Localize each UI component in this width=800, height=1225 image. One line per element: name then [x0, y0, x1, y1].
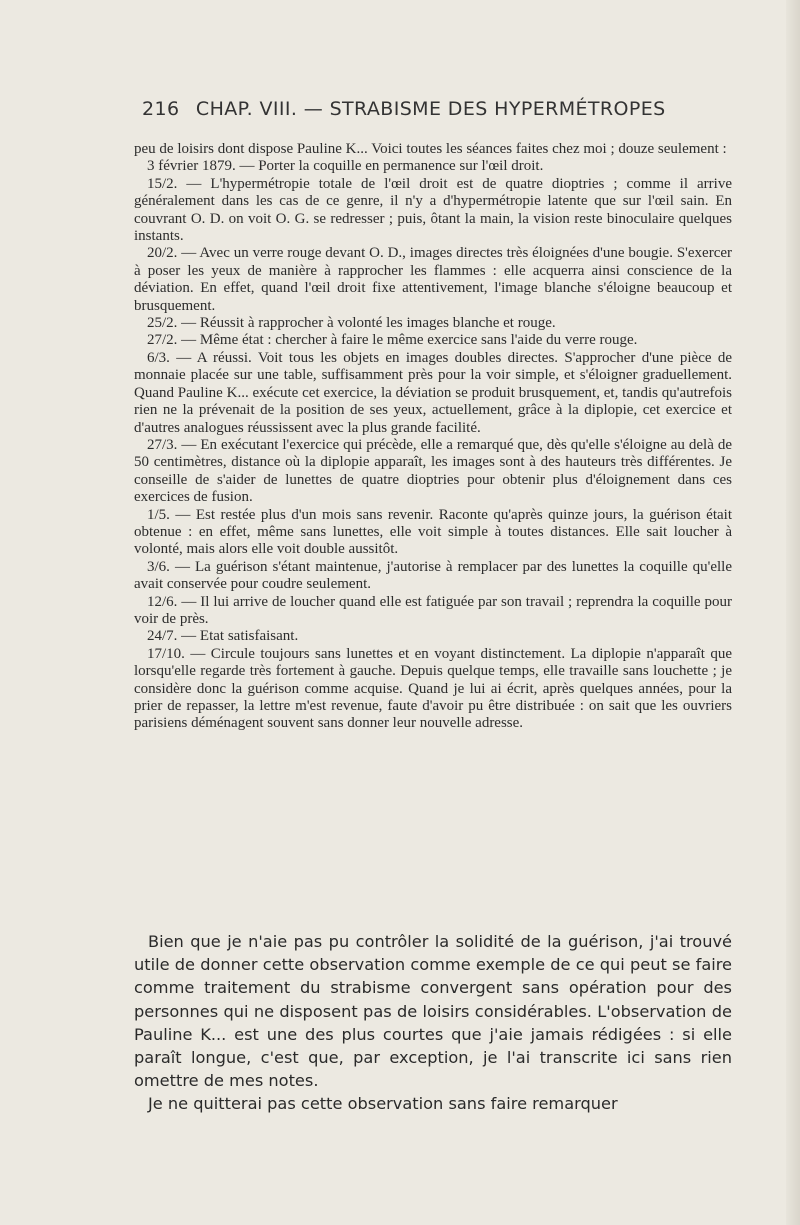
observation-paragraph: 25/2. — Réussit à rapprocher à volonté les images blanche et rouge. [147, 315, 556, 332]
observation-paragraph: 1/5. — Est restée plus d'un mois sans revenir. Raconte qu'après quinze jours, la guérison était obtenue : en effet, même sans lunettes, elle voit simple à toutes distances. Elle sait loucher à volonté, mais alors elle voit double aussitôt. [134, 506, 732, 558]
observation-paragraph: 20/2. — Avec un verre rouge devant O. D., images directes très éloignées d'une bougie. S'exercer à poser les yeux de manière à rapprocher les flammes : elle acquerra ainsi conscience de la déviation. En effet, quand l'œil droit fixe attentivement, l'image blanche s'éloigne beaucoup et brusquement. [134, 245, 732, 314]
commentary-text [134, 930, 732, 1116]
observation-paragraph: 24/7. — Etat satisfaisant. [147, 628, 299, 645]
observation-paragraph: 3 février 1879. — Porter la coquille en permanence sur l'œil droit. [147, 158, 544, 175]
running-header [142, 98, 732, 120]
observation-notes [134, 141, 732, 733]
observation-paragraph: 27/3. — En exécutant l'exercice qui précède, elle a remarqué que, dès qu'elle s'éloigne au delà de 50 centimètres, distance où la diplopie apparaît, les images sont à des hauteurs très différentes. Je conseille de s'aider de lunettes de quatre dioptries pour obtenir plus d'éloignement dans ces exercices de fusion. [134, 436, 732, 506]
page-edge [786, 0, 800, 1225]
page-number: 216 [142, 98, 180, 120]
observation-paragraph: 17/10. — Circule toujours sans lunettes et en voyant distinctement. La diplopie n'apparaît que lorsqu'elle regarde très fortement à gauche. Depuis quelque temps, elle travaille sans louchette ; je considère donc la guérison comme acquise. Quand je lui ai écrit, après quelques années, pour la prier de repasser, la lettre m'est revenue, faute d'avoir pu être distribuée : on sait que les ouvriers parisiens déménagent souvent sans donner leur nouvelle adresse. [134, 645, 732, 732]
observation-paragraph: peu de loisirs dont dispose Pauline K... Voici toutes les séances faites chez moi ; douze seulement : [134, 141, 727, 157]
observation-paragraph: 27/2. — Même état : chercher à faire le même exercice sans l'aide du verre rouge. [147, 332, 638, 349]
observation-paragraph: 12/6. — Il lui arrive de loucher quand elle est fatiguée par son travail ; reprendra la coquille pour voir de près. [134, 593, 732, 627]
commentary-paragraph: Je ne quitterai pas cette observation sans faire remarquer [148, 1094, 618, 1114]
observation-paragraph: 3/6. — La guérison s'étant maintenue, j'autorise à remplacer par des lunettes la coquille qu'elle avait conservée pour coudre seulement. [134, 558, 732, 593]
observation-paragraph: 6/3. — A réussi. Voit tous les objets en images doubles directes. S'approcher d'une pièce de monnaie placée sur une table, suffisamment près pour la voir simple, et s'éloigner graduellement. Quand Pauline K... exécute cet exercice, la déviation se produit brusquement, et, tandis qu'autrefois rien ne la prévenait de la position de ses yeux, actuellement, grâce à la diplopie, cet exercice et d'autres analogues réussissent avec la plus grande facilité. [134, 349, 732, 436]
running-title: CHAP. VIII. — STRABISME DES HYPERMÉTROPES [195, 98, 666, 120]
observation-paragraph: 15/2. — L'hypermétropie totale de l'œil droit est de quatre dioptries ; comme il arrive généralement dans les cas de ce genre, il n'y a d'hypermétropie latente que sur l'œil sain. En couvrant O. D. on voit O. G. se redresser ; puis, ôtant la main, la vision reste binoculaire quelques instants. [134, 175, 732, 245]
commentary-paragraph: Bien que je n'aie pas pu contrôler la solidité de la guérison, j'ai trouvé utile de donner cette observation comme exemple de ce qui peut se faire comme traitement du strabisme convergent sans opération pour des personnes qui ne disposent pas de loisirs considérables. L'observation de Pauline K... est une des plus courtes que j'aie jamais rédigées : si elle paraît longue, c'est que, par exception, je l'ai transcrite ici sans rien omettre de mes notes. [134, 932, 732, 1091]
